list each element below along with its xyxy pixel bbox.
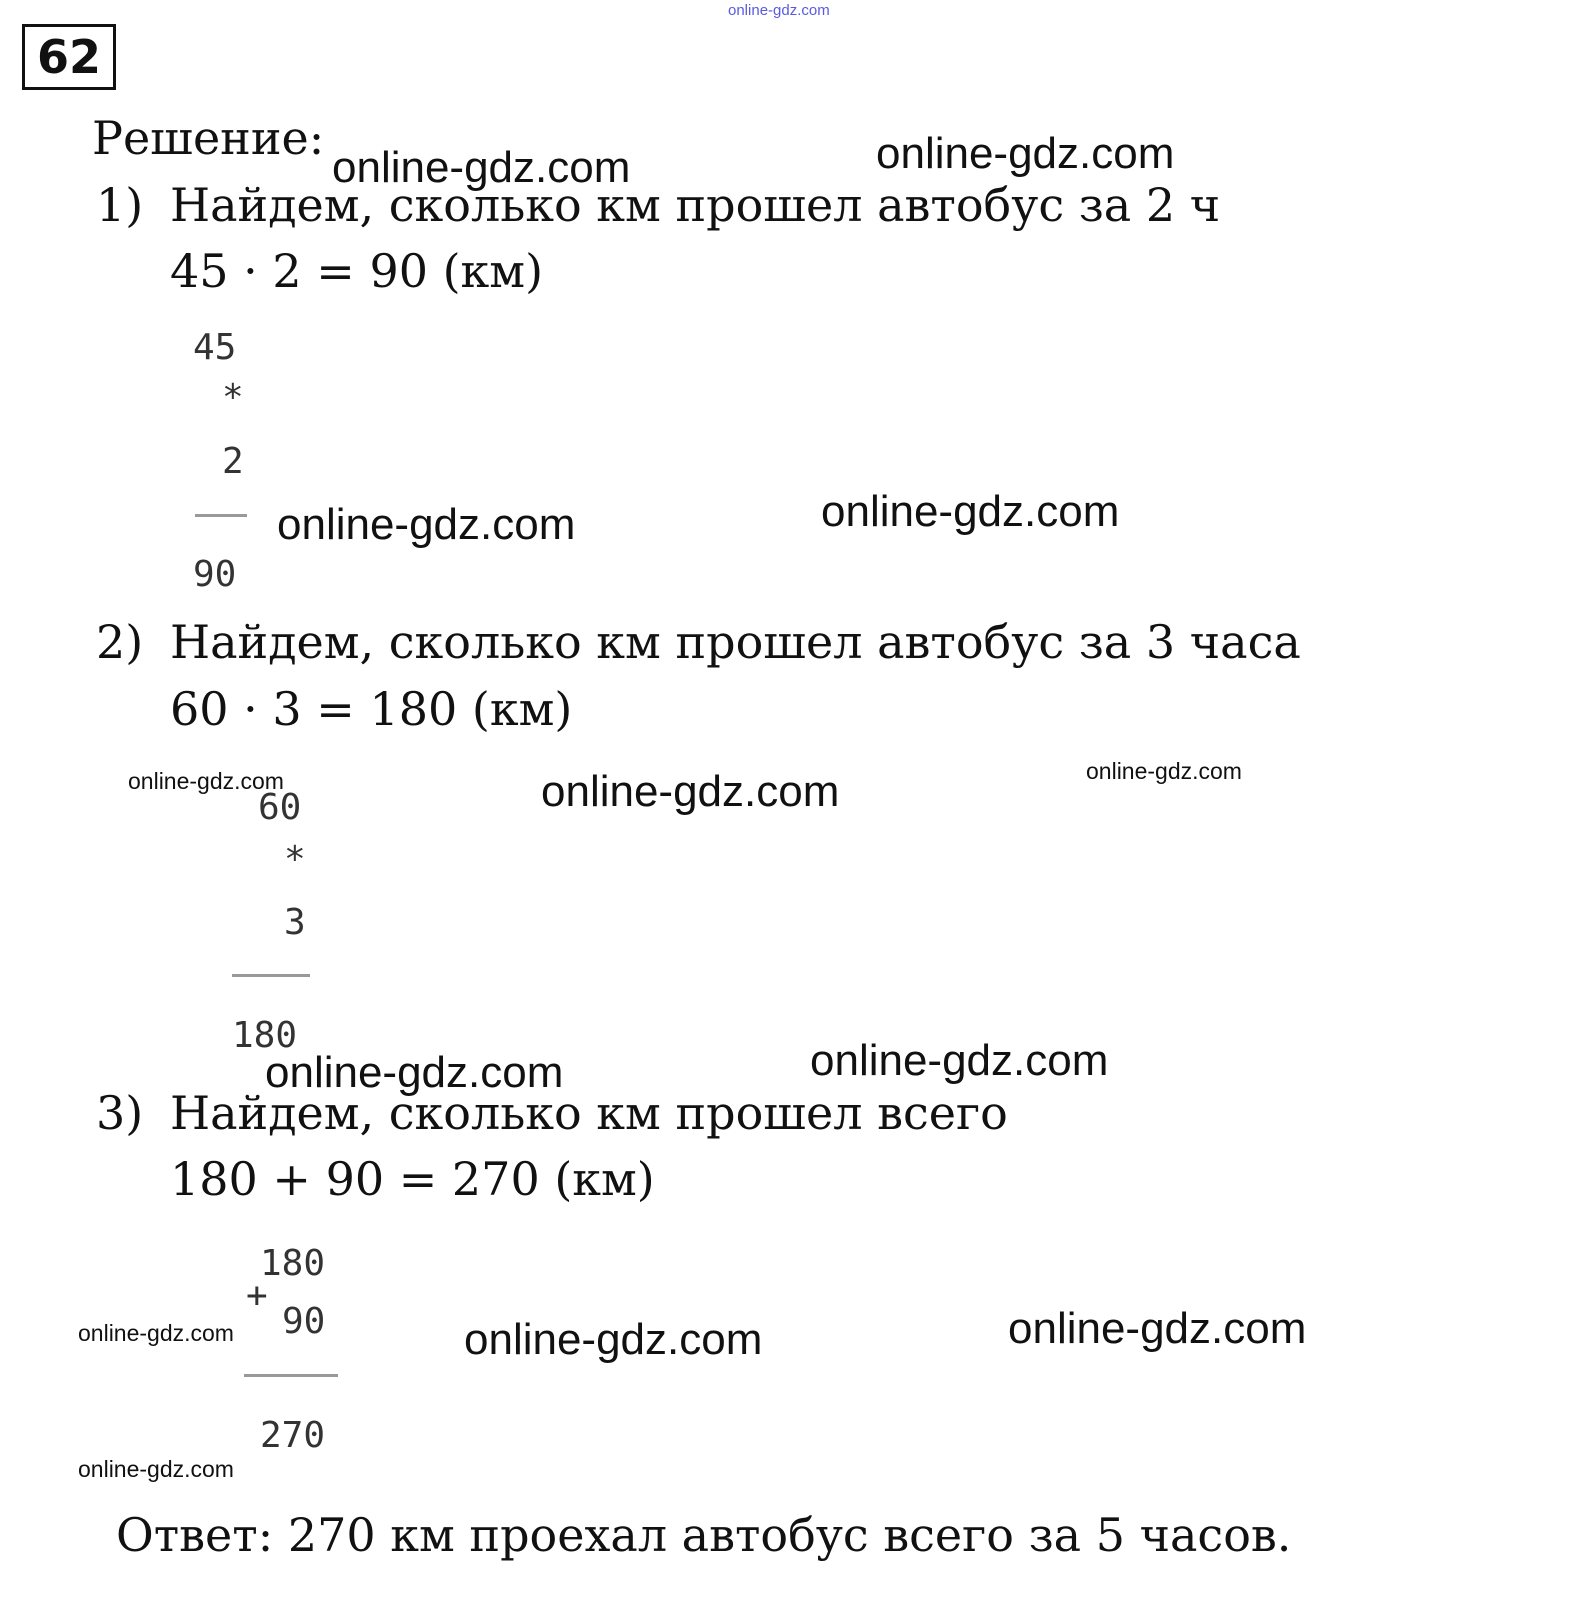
column-3-result: 270 <box>260 1415 326 1456</box>
column-1-rule <box>195 514 247 517</box>
column-1-top: 45 <box>193 327 237 368</box>
column-2-top: 60 <box>258 787 302 828</box>
watermark: online-gdz.com <box>78 1456 234 1482</box>
column-3-top: 180 <box>260 1243 326 1284</box>
step-2-equation: 60 · 3 = 180 (км) <box>170 682 573 736</box>
watermark: online-gdz.com <box>810 1036 1109 1085</box>
step-1-text: Найдем, сколько км прошел автобус за 2 ч <box>170 178 1221 232</box>
column-3-operator: + <box>246 1275 268 1316</box>
column-3-bottom: 90 <box>282 1301 326 1342</box>
step-2-text: Найдем, сколько км прошел автобус за 3 часа <box>170 615 1301 669</box>
watermark: online-gdz.com <box>332 143 631 192</box>
watermark: online-gdz.com <box>541 767 840 816</box>
solution-label: Решение: <box>92 111 325 165</box>
watermark: online-gdz.com <box>1008 1304 1307 1353</box>
column-2-result: 180 <box>232 1015 298 1056</box>
column-3-rule <box>244 1374 338 1377</box>
column-2-bottom: 3 <box>284 902 306 943</box>
watermark: online-gdz.com <box>821 487 1120 536</box>
watermark: online-gdz.com <box>1086 758 1242 784</box>
column-1-bottom: 2 <box>222 441 244 482</box>
watermark: online-gdz.com <box>78 1320 234 1346</box>
column-2-rule <box>232 974 310 977</box>
column-2-operator: * <box>284 839 306 880</box>
exercise-number: 62 <box>22 24 116 90</box>
header-watermark: online-gdz.com <box>728 2 830 19</box>
step-1-equation: 45 · 2 = 90 (км) <box>170 244 544 298</box>
watermark: online-gdz.com <box>128 768 284 794</box>
watermark: online-gdz.com <box>876 129 1175 178</box>
step-3-index: 3) <box>96 1086 144 1140</box>
step-1-index: 1) <box>96 178 144 232</box>
step-3-text: Найдем, сколько км прошел всего <box>170 1086 1008 1140</box>
column-1-operator: * <box>222 377 244 418</box>
step-2-index: 2) <box>96 615 144 669</box>
step-3-equation: 180 + 90 = 270 (км) <box>170 1152 655 1206</box>
answer-text: Ответ: 270 км проехал автобус всего за 5 часов. <box>116 1508 1292 1562</box>
column-1-result: 90 <box>193 554 237 595</box>
watermark: online-gdz.com <box>464 1315 763 1364</box>
watermark: online-gdz.com <box>277 500 576 549</box>
watermark: online-gdz.com <box>265 1048 564 1097</box>
